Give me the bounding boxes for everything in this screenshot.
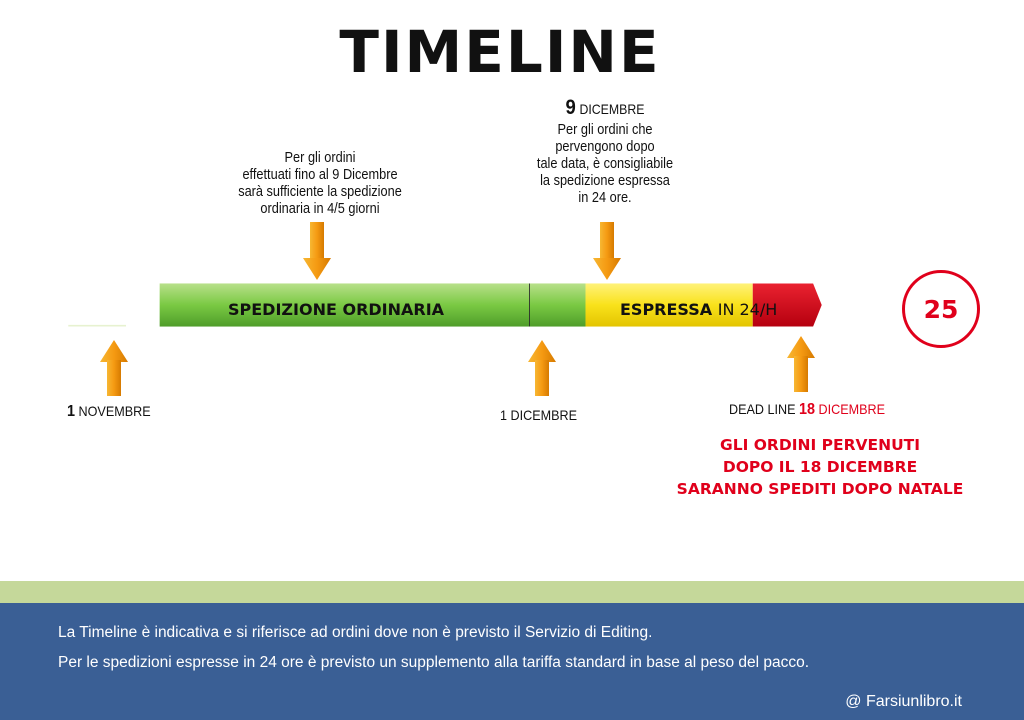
warning-line: SARANNO SPEDITI DOPO NATALE <box>676 480 964 498</box>
express-shipping-label <box>620 300 777 319</box>
arrow-up-icon <box>100 338 128 398</box>
footer-express-note: Per le spedizioni espresse in 24 ore è previsto un supplemento alla tariffa standard in base al peso del pacco. <box>58 654 810 671</box>
note-line: la spedizione espressa <box>540 173 670 189</box>
nov1-day: 1 <box>67 403 76 420</box>
ordinary-shipping-label: SPEDIZIONE ORDINARIA <box>228 300 445 319</box>
deadline-warning <box>640 434 1000 500</box>
note-line: Per gli ordini che <box>557 122 653 138</box>
arrow-down-icon <box>593 222 621 282</box>
note-line: Per gli ordini <box>284 150 356 166</box>
page-title: TIMELINE <box>339 18 661 86</box>
footer-divider-strip <box>0 581 1024 603</box>
deadline-month: DICEMBRE <box>818 401 886 417</box>
dec9-day: 9 <box>565 96 576 119</box>
dec9-date <box>521 98 688 120</box>
warning-line: GLI ORDINI PERVENUTI <box>719 436 920 454</box>
dec1-label: 1 DICEMBRE <box>500 407 578 423</box>
note-line: pervengono dopo <box>555 139 655 155</box>
footer-panel <box>0 603 1024 720</box>
arrow-up-icon <box>787 334 815 394</box>
christmas-day-circle: 25 <box>902 270 980 348</box>
footer-disclaimer: La Timeline è indicativa e si riferisce ad ordini dove non è previsto il Servizio di Editing. <box>58 624 653 641</box>
footer-credit: @ Farsiunlibro.it <box>845 693 962 710</box>
note-line: tale data, è consigliabile <box>536 156 674 172</box>
note-line: ordinaria in 4/5 giorni <box>260 201 380 217</box>
arrow-up-icon <box>528 338 556 398</box>
nov1-month: NOVEMBRE <box>78 403 151 419</box>
ordinary-shipping-note <box>219 150 421 218</box>
deadline-label <box>729 401 885 419</box>
express-suffix: IN 24/H <box>717 300 778 319</box>
express-label: ESPRESSA <box>620 300 713 319</box>
deadline-prefix: DEAD LINE <box>729 401 796 417</box>
warning-line: DOPO IL 18 DICEMBRE <box>722 458 918 476</box>
note-line: sarà sufficiente la spedizione <box>238 184 402 200</box>
note-line: in 24 ore. <box>578 190 632 206</box>
deadline-day: 18 <box>799 401 816 418</box>
dec9-month: DICEMBRE <box>579 101 645 117</box>
arrow-down-icon <box>303 222 331 282</box>
nov1-label <box>67 403 151 421</box>
note-line: effettuati fino al 9 Dicembre <box>242 167 398 183</box>
dec9-note <box>521 98 688 207</box>
